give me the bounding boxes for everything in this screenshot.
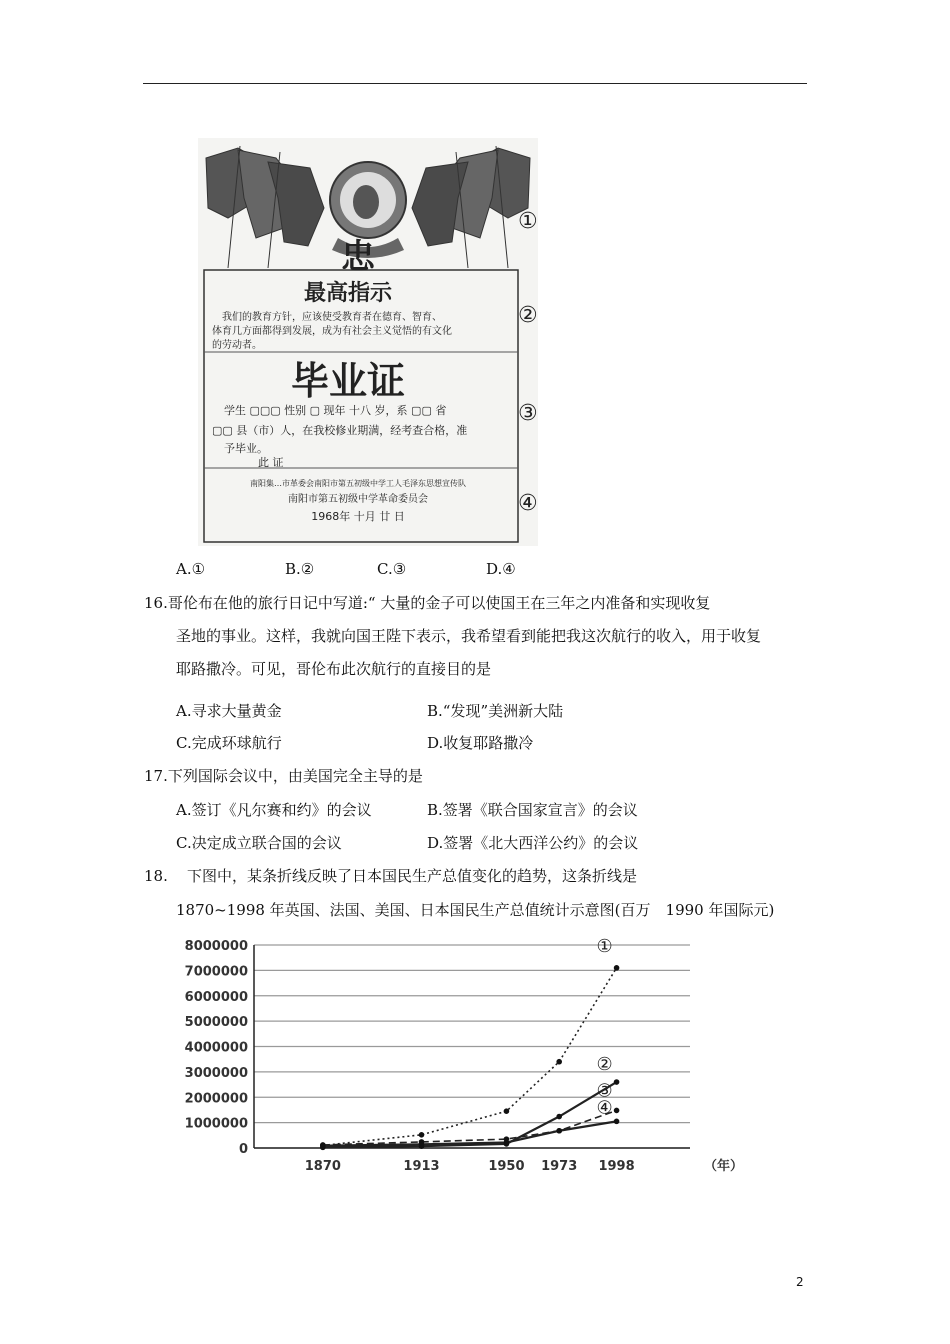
q15-option-d: D.④ [486, 560, 516, 578]
y-axis-ticks [185, 939, 248, 1157]
body-line-3: 予毕业。 [224, 442, 268, 455]
chart-series [320, 936, 619, 1150]
data-point [556, 1128, 562, 1134]
marker-2: ② [518, 303, 538, 328]
y-tick-label: 4000000 [184, 1040, 248, 1056]
series-line-2 [323, 1082, 617, 1147]
marker-4: ④ [518, 491, 538, 516]
series-label-1: ① [596, 935, 613, 957]
q15-option-a: A.① [176, 560, 206, 578]
q17-option-a: A.签订《凡尔赛和约》的会议 [176, 801, 372, 819]
y-tick-label: 1000000 [184, 1116, 248, 1132]
x-tick-label: 1950 [488, 1159, 525, 1174]
header-rule [143, 83, 807, 84]
y-tick-label: 0 [238, 1142, 248, 1157]
data-point [504, 1140, 510, 1146]
y-tick-label: 8000000 [184, 939, 248, 954]
body-line-2: ▢▢ 县（市）人，在我校修业期满，经考查合格，准 [212, 424, 468, 437]
q17-option-c: C.决定成立联合国的会议 [176, 834, 342, 852]
q17-stem: 17.下列国际会议中，由美国完全主导的是 [144, 767, 423, 785]
series-label-4: ④ [596, 1097, 613, 1119]
chart-grid [254, 945, 690, 1148]
q16-option-a: A.寻求大量黄金 [176, 702, 282, 720]
x-axis-unit: （年） [704, 1159, 744, 1174]
data-point [556, 1114, 562, 1120]
data-point [614, 1079, 620, 1085]
y-tick-label: 2000000 [184, 1091, 248, 1107]
data-point [614, 965, 620, 971]
issuer-line: 南阳市第五初级中学革命委员会 [288, 494, 428, 505]
graduation-certificate-image [198, 138, 538, 546]
data-point [614, 1108, 620, 1114]
data-point [614, 1119, 620, 1125]
q18-chart-caption: 1870~1998 年英国、法国、美国、日本国民生产总值统计示意图(百万 1990 年国际元) [176, 901, 775, 919]
gnp-line-chart [180, 935, 760, 1185]
y-tick-label: 7000000 [184, 964, 248, 980]
x-axis-ticks [305, 1159, 635, 1174]
series-line-1 [323, 968, 617, 1146]
q17-option-b: B.签署《联合国家宣言》的会议 [427, 801, 638, 819]
directive-heading: 最高指示 [303, 281, 393, 306]
y-tick-label: 3000000 [184, 1065, 248, 1081]
x-tick-label: 1913 [403, 1159, 440, 1174]
q15-option-c: C.③ [377, 560, 407, 578]
data-point [504, 1108, 510, 1114]
directive-line-2: 体育几方面都得到发展，成为有社会主义觉悟的有文化 [212, 326, 452, 337]
page-number: 2 [796, 1275, 804, 1289]
data-point [320, 1143, 326, 1149]
y-tick-label: 6000000 [184, 989, 248, 1005]
q16-line-3: 耶路撒冷。可见，哥伦布此次航行的直接目的是 [176, 660, 492, 678]
series-label-2: ② [596, 1054, 613, 1076]
q16-option-b: B.“发现”美洲新大陆 [427, 702, 564, 720]
q16-line-1: 16.哥伦布在他的旅行日记中写道:“ 大量的金子可以使国王在三年之内准备和实现收复 [144, 594, 711, 612]
date-line: 1968年 十月 廿 日 [311, 510, 405, 523]
x-tick-label: 1870 [304, 1159, 341, 1174]
marker-3: ③ [518, 401, 538, 426]
certificate-title: 毕业证 [290, 359, 406, 403]
q18-number: 18. [144, 867, 168, 885]
body-line-1: 学生 ▢▢▢ 性别 ▢ 现年 十八 岁，系 ▢▢ 省 [224, 404, 447, 417]
q16-option-d: D.收复耶路撒冷 [427, 734, 534, 752]
q16-line-2: 圣地的事业。这样，我就向国王陛下表示，我希望看到能把我这次航行的收入，用于收复 [176, 627, 762, 645]
directive-line-1: 我们的教育方针，应该使受教育者在德育、智育、 [222, 312, 442, 323]
data-point [419, 1132, 425, 1138]
data-point [556, 1059, 562, 1065]
series-label-3: ③ [596, 1080, 613, 1102]
q16-option-c: C.完成环球航行 [176, 734, 282, 752]
q18-stem: 下图中，某条折线反映了日本国民生产总值变化的趋势，这条折线是 [187, 867, 638, 885]
body-line-4: 此 证 [258, 456, 284, 469]
q17-option-d: D.签署《北大西洋公约》的会议 [427, 834, 639, 852]
y-tick-label: 5000000 [184, 1015, 248, 1031]
char-zhong: 忠 [341, 237, 375, 277]
issuer-line-0: 南阳集…市革委会南阳市第五初级中学工人毛泽东思想宣传队 [250, 479, 466, 488]
x-tick-label: 1998 [598, 1159, 635, 1174]
series-line-4 [323, 1121, 617, 1145]
marker-1: ① [518, 209, 538, 234]
directive-line-3: 的劳动者。 [212, 340, 262, 351]
data-point [419, 1142, 425, 1148]
x-tick-label: 1973 [541, 1159, 578, 1174]
q15-option-b: B.② [285, 560, 315, 578]
